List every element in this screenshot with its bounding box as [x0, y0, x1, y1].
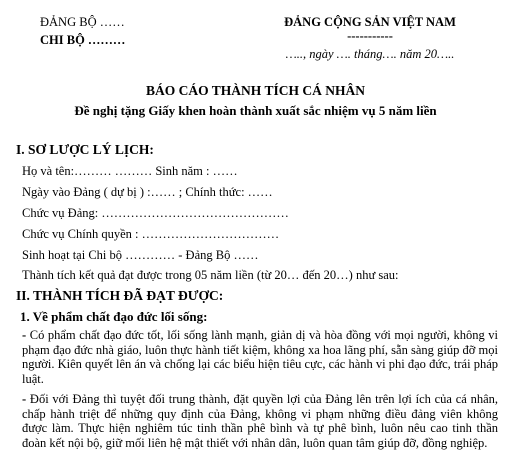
report-title: BÁO CÁO THÀNH TÍCH CÁ NHÂN	[146, 83, 365, 98]
paragraph-ethics	[22, 328, 498, 386]
subsection-1-heading: 1. Về phẩm chất đạo đức lối sống:	[20, 309, 208, 324]
field-party-cell: Sinh hoạt tại Chi bộ ………… - Đảng Bộ ……	[22, 248, 259, 262]
field-party-position: Chức vụ Đảng: ………………………………………	[22, 206, 289, 220]
section-1-heading: I. SƠ LƯỢC LÝ LỊCH:	[16, 142, 154, 157]
date-line: ….., ngày …. tháng…. năm 20…..	[285, 47, 455, 61]
party-committee: ĐẢNG BỘ ……	[40, 15, 125, 29]
paragraph-bullet: -	[22, 392, 27, 406]
paragraph-party-loyalty	[22, 392, 498, 450]
paragraph-text: Đối với Đảng thì tuyệt đối trung thành, đặt quyền lợi của Đảng lên trên lợi ích của cá nhân, chấp hành triệt để những quy định của Đảng, không vi phạm những điều đảng viên không được làm. Thực hiện nghiêm túc tinh thần phê bình và tự phê bình, luôn nêu cao tinh thần đoàn kết nội bộ, giữ mối liên hệ mật thiết với nhân dân, luôn quan tâm giúp đỡ, đồng nghiệp.	[22, 392, 498, 450]
achievement-intro: Thành tích kết quả đạt được trong 05 năm liền (từ 20… đến 20…) như sau:	[22, 268, 399, 282]
section-2-heading: II. THÀNH TÍCH ĐÃ ĐẠT ĐƯỢC:	[16, 288, 224, 303]
paragraph-text: Có phẩm chất đạo đức tốt, lối sống lành mạnh, giản dị và hòa đồng với mọi người, không vi phạm đạo đức nhà giáo, luôn thực hành tiết kiệm, không xa hoa lãng phí, sẵn sàng giúp đỡ mọi người. Kiên quyết lên án và chống lại các biểu hiện tiêu cực, các hành vi phi đạo đức, trái pháp luật.	[22, 328, 498, 386]
field-government-position: Chức vụ Chính quyền : ……………………………	[22, 227, 280, 241]
field-full-name: Họ và tên:……… ……… Sinh năm : ……	[22, 164, 238, 178]
header-divider: -----------	[347, 29, 393, 43]
paragraph-bullet: -	[22, 328, 27, 342]
party-name: ĐẢNG CỘNG SẢN VIỆT NAM	[284, 15, 456, 29]
field-party-join-date: Ngày vào Đảng ( dự bị ) :…… ; Chính thức: ……	[22, 185, 273, 199]
party-cell: CHI BỘ ………	[40, 33, 126, 47]
report-subtitle: Đề nghị tặng Giấy khen hoàn thành xuất sắc nhiệm vụ 5 năm liền	[74, 103, 437, 118]
